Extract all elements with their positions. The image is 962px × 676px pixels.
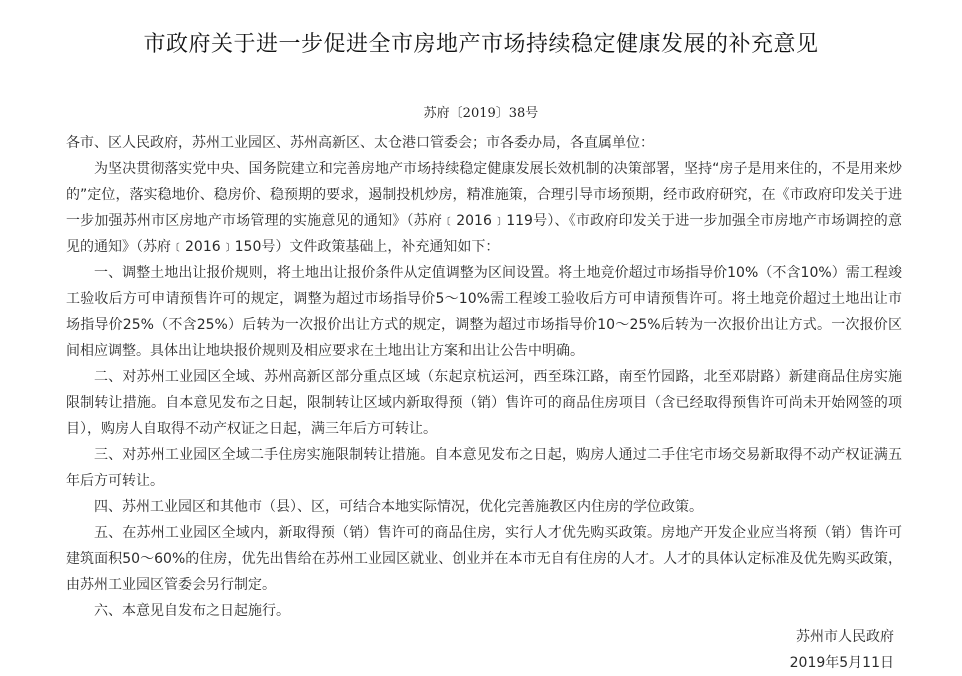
paragraph-item-4: 四、苏州工业园区和其他市（县）、区，可结合本地实际情况，优化完善施教区内住房的学位政策。 xyxy=(94,499,703,515)
document-body xyxy=(66,130,902,624)
document-title: 市政府关于进一步促进全市房地产市场持续稳定健康发展的补充意见 xyxy=(143,32,819,57)
paragraph-item-6: 六、本意见自发布之日起施行。 xyxy=(94,603,290,619)
paragraph-item-1: 一、调整土地出让报价规则，将土地出让报价条件从定值调整为区间设置。将土地竞价超过市场指导价10%（不含10%）需工程竣工验收后方可申请预售许可的规定，调整为超过市场指导价5～10%需工程竣工验收后方可申请预售许可。将土地竞价超过土地出让市场指导价25%（不含25%）后转为一次报价出让方式的规定，调整为超过市场指导价10～25%后转为一次报价出让方式。一次报价区间相应调整。具体出让地块报价规则及相应要求在土地出让方案和出让公告中明确。 xyxy=(66,265,902,359)
issue-date: 2019年5月11日 xyxy=(789,655,894,671)
paragraph-preamble: 为坚决贯彻落实党中央、国务院建立和完善房地产市场持续稳定健康发展长效机制的决策部署，坚持“房子是用来住的，不是用来炒的”定位，落实稳地价、稳房价、稳预期的要求，遏制投机炒房，精准施策，合理引导市场预期，经市政府研究，在《市政府印发关于进一步加强苏州市区房地产市场管理的实施意见的通知》（苏府﹝2016﹞119号）、《市政府印发关于进一步加强全市房地产市场调控的意见的通知》（苏府﹝2016﹞150号）文件政策基础上，补充通知如下： xyxy=(66,161,902,255)
paragraph-item-2: 二、对苏州工业园区全域、苏州高新区部分重点区域（东起京杭运河，西至珠江路，南至竹园路，北至邓尉路）新建商品住房实施限制转让措施。自本意见发布之日起，限制转让区域内新取得预（销）售许可的商品住房项目（含已经取得预售许可尚未开始网签的项目），购房人自取得不动产权证之日起，满三年后方可转让。 xyxy=(66,369,902,437)
signature-block xyxy=(790,624,894,676)
document-number: 苏府〔2019〕38号 xyxy=(423,106,539,121)
paragraph-item-5: 五、在苏州工业园区全域内，新取得预（销）售许可的商品住房，实行人才优先购买政策。房地产开发企业应当将预（销）售许可建筑面积50～60%的住房，优先出售给在苏州工业园区就业、创业并在本市无自有住房的人才。人才的具体认定标准及优先购买政策，由苏州工业园区管委会另行制定。 xyxy=(66,525,902,593)
salutation: 各市、区人民政府，苏州工业园区、苏州高新区、太仓港口管委会；市各委办局，各直属单位： xyxy=(66,135,654,151)
paragraph-item-3: 三、对苏州工业园区全域二手住房实施限制转让措施。自本意见发布之日起，购房人通过二手住宅市场交易新取得不动产权证满五年后方可转让。 xyxy=(66,447,902,489)
issuer-name: 苏州市人民政府 xyxy=(796,629,894,645)
